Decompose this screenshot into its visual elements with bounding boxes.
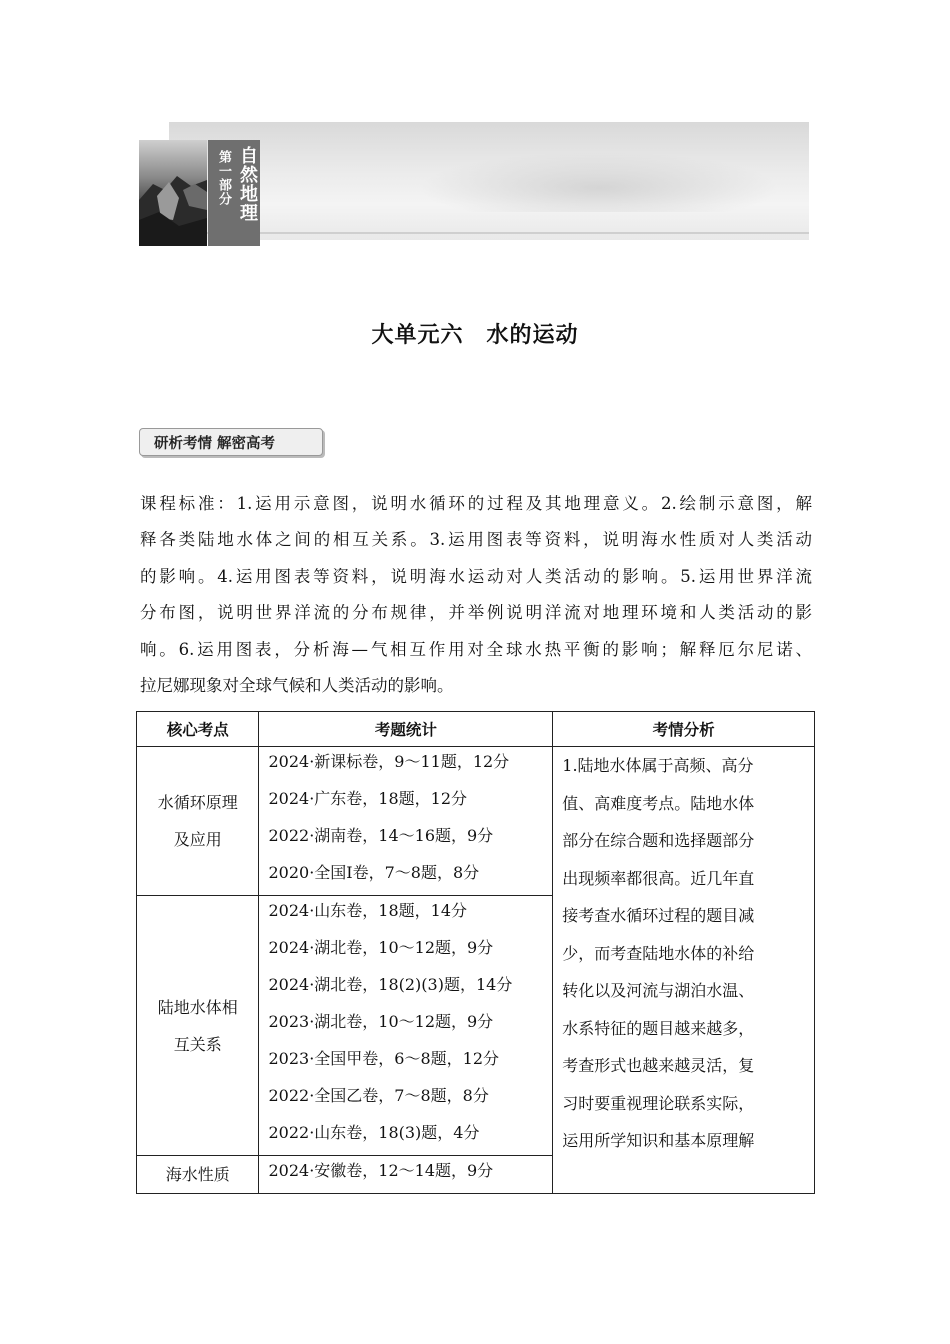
curriculum-paragraph	[140, 486, 812, 704]
exam-stats-table	[136, 711, 815, 1194]
header-exam-stats: 考题统计	[259, 712, 553, 747]
curriculum-line: 响。6.运用图表，分析海—气相互作用对全球水热平衡的影响；解释厄尔尼诺、	[140, 639, 812, 659]
core-point-seawater	[137, 1156, 259, 1194]
core-point-land-water	[137, 896, 259, 1156]
header-core-point: 核心考点	[137, 712, 259, 747]
core-point-line: 陆地水体相	[157, 997, 238, 1017]
exam-items-land-water	[259, 896, 553, 1156]
exam-item: 2024·湖北卷，10～12题，9分	[268, 938, 494, 957]
banner-mist	[419, 152, 779, 212]
analysis-line: 习时要重视理论联系实际，	[562, 1093, 755, 1113]
analysis-cell	[553, 747, 815, 1194]
exam-item: 2024·湖北卷，18(2)(3)题，14分	[268, 975, 513, 994]
exam-item: 2022·湖南卷，14～16题，9分	[268, 826, 494, 845]
table-header-row	[137, 712, 815, 747]
exam-items-seawater	[259, 1156, 553, 1194]
exam-item: 2023·全国甲卷，6～8题，12分	[268, 1049, 499, 1068]
section-label: 自然地理	[237, 146, 258, 222]
section-tag	[139, 428, 323, 456]
header-analysis: 考情分析	[553, 712, 815, 747]
exam-item: 2024·安徽卷，12～14题，9分	[268, 1161, 494, 1180]
analysis-line: 部分在综合题和选择题部分	[562, 831, 755, 850]
exam-item: 2023·湖北卷，10～12题，9分	[268, 1012, 494, 1031]
core-point-water-cycle	[137, 747, 259, 896]
exam-item: 2024·广东卷，18题，12分	[268, 789, 467, 808]
part-label: 第一部分	[216, 150, 231, 206]
exam-item: 2020·全国Ⅰ卷，7～8题，8分	[268, 863, 480, 882]
curriculum-line: 拉尼娜现象对全球气候和人类活动的影响。	[140, 676, 454, 696]
core-point-line: 及应用	[173, 830, 222, 849]
section-tag-label: 研析考情 解密高考	[154, 436, 276, 452]
chapter-banner	[139, 122, 809, 247]
analysis-line: 转化以及河流与湖泊水温、	[562, 981, 755, 1000]
mountain-photo	[139, 140, 207, 246]
exam-item: 2022·山东卷，18(3)题，4分	[268, 1123, 480, 1142]
analysis-line: 少，而考查陆地水体的补给	[562, 943, 755, 963]
analysis-line: 1.陆地水体属于高频、高分	[562, 756, 754, 775]
exam-item: 2024·山东卷，18题，14分	[268, 901, 467, 920]
curriculum-line: 的影响。4.运用图表等资料，说明海水运动对人类活动的影响。5.运用世界洋流	[140, 566, 812, 586]
analysis-line: 考查形式也越来越灵活，复	[562, 1056, 755, 1075]
analysis-line: 值、高难度考点。陆地水体	[562, 793, 755, 813]
unit-title: 大单元六 水的运动	[371, 323, 579, 348]
exam-item: 2024·新课标卷，9～11题，12分	[268, 752, 510, 771]
exam-item: 2022·全国乙卷，7～8题，8分	[268, 1086, 489, 1105]
analysis-line: 接考查水循环过程的题目减	[562, 906, 755, 925]
analysis-line: 水系特征的题目越来越多，	[562, 1018, 755, 1038]
part-label-block	[208, 140, 260, 246]
exam-items-water-cycle	[259, 747, 553, 896]
core-point-line: 海水性质	[165, 1165, 230, 1184]
curriculum-line: 释各类陆地水体之间的相互关系。3.运用图表等资料，说明海水性质对人类活动	[140, 530, 812, 550]
core-point-line: 水循环原理	[157, 793, 238, 812]
analysis-line: 运用所学知识和基本原理解	[562, 1131, 755, 1150]
core-point-line: 互关系	[173, 1034, 222, 1054]
table-row	[137, 747, 815, 896]
analysis-line: 出现频率都很高。近几年直	[562, 868, 755, 888]
curriculum-line: 分布图，说明世界洋流的分布规律，并举例说明洋流对地理环境和人类活动的影	[140, 603, 812, 623]
curriculum-line: 课程标准：1.运用示意图，说明水循环的过程及其地理意义。2.绘制示意图，解	[140, 494, 812, 513]
